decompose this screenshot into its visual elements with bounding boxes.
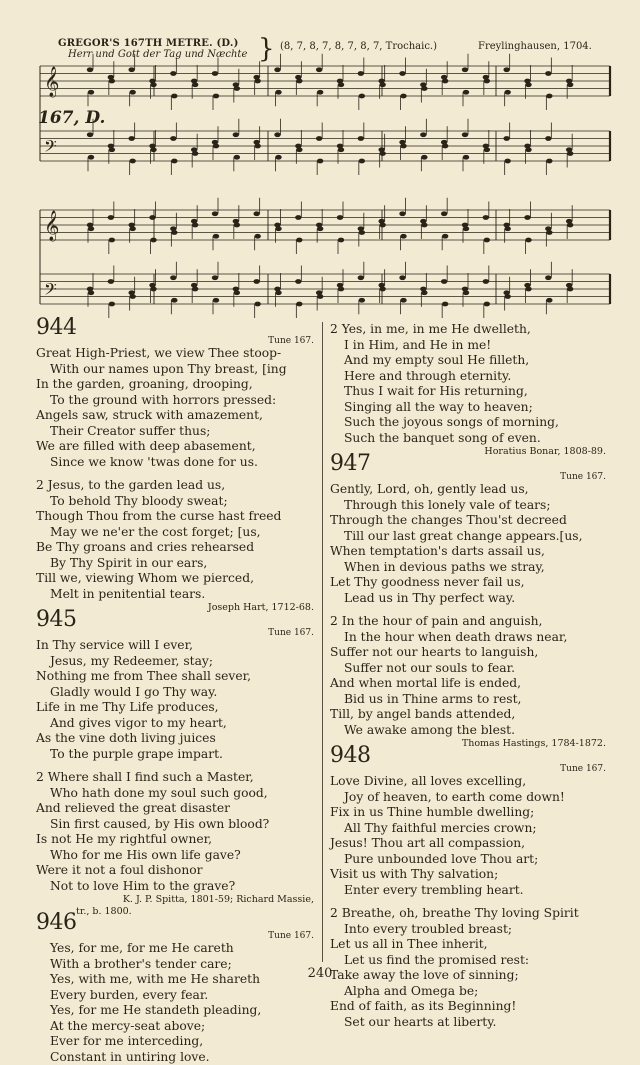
note-head — [399, 211, 405, 216]
hymn-line: Be Thy groans and cries rehearsed — [36, 540, 318, 556]
hymn-line: Such the banquet song of even. — [330, 431, 610, 447]
hymn-line: 2 Jesus, to the garden lead us, — [36, 478, 318, 494]
note-head — [234, 290, 240, 295]
hymn-line: To behold Thy bloody sweat; — [36, 494, 318, 510]
note-head — [149, 215, 155, 220]
hymn-line: Through the changes Thou'st decreed — [330, 513, 610, 529]
hymn-line: At the mercy-seat above; — [36, 1019, 318, 1035]
note-head — [463, 90, 469, 95]
note-head — [171, 159, 177, 164]
hymn-line: By Thy Spirit in our ears, — [36, 556, 318, 572]
bass-clef-icon: 𝄢 — [44, 279, 57, 303]
note-head — [484, 302, 490, 307]
note-head — [504, 90, 510, 95]
note-head — [379, 151, 385, 156]
hymn-author: Thomas Hastings, 1784-1872. — [330, 738, 610, 750]
note-head — [504, 294, 510, 299]
note-head — [567, 287, 573, 292]
hymn-line: And my empty soul He filleth, — [330, 353, 610, 369]
hymn-line: When temptation's darts assail us, — [330, 544, 610, 560]
bass-clef-icon: 𝄢 — [44, 136, 57, 160]
note-head — [275, 226, 281, 231]
note-head — [525, 238, 531, 243]
note-head — [525, 82, 531, 87]
note-head — [525, 147, 531, 152]
note-head — [399, 275, 405, 280]
page-number: 240 — [0, 966, 640, 981]
note-head — [88, 90, 94, 95]
hymn-number: 946 — [36, 915, 77, 931]
hymn-lines — [330, 322, 610, 446]
note-head — [359, 230, 365, 235]
hymn-line: To the purple grape impart. — [36, 747, 318, 763]
hymn-column-right — [330, 322, 610, 1030]
note-head — [295, 279, 301, 284]
hymn-line: Melt in penitential tears. — [36, 587, 318, 603]
note-head — [234, 86, 240, 91]
note-head — [87, 132, 93, 137]
note-head — [150, 147, 156, 152]
hymn-line: As the vine doth living juices — [36, 731, 318, 747]
hymn-line: And gives vigor to my heart, — [36, 716, 318, 732]
tune-meter: (8, 7, 8, 7, 8, 7, 8, 7, Trochaic.) — [280, 41, 437, 53]
note-head — [400, 234, 406, 239]
hymn-line: Joy of heaven, to earth come down! — [330, 790, 610, 806]
hymn-line: Let us find the promised rest: — [330, 953, 610, 969]
note-head — [296, 147, 302, 152]
note-head — [296, 302, 302, 307]
hymn-tune-ref: Tune 167. — [560, 470, 606, 486]
note-head — [254, 144, 260, 149]
note-head — [483, 279, 489, 284]
note-head — [129, 159, 135, 164]
note-head — [379, 223, 385, 228]
note-head — [421, 223, 427, 228]
hymn-tune-ref: Tune 167. — [560, 762, 606, 778]
note-head — [109, 302, 115, 307]
note-head — [108, 279, 114, 284]
hymn-author-cont: tr., b. 1800. — [36, 906, 318, 917]
note-head — [379, 82, 385, 87]
hymn-lines — [36, 346, 318, 602]
note-head — [274, 67, 280, 72]
hymn-line: Yes, with me, with me He shareth — [36, 972, 318, 988]
note-head — [317, 294, 323, 299]
hymn-lines — [36, 941, 318, 1065]
note-head — [545, 275, 551, 280]
note-head — [213, 298, 219, 303]
hymn-line: Who hath done my soul such good, — [36, 786, 318, 802]
note-head — [87, 67, 93, 72]
note-head — [484, 147, 490, 152]
hymn-line: Great High-Priest, we view Thee stoop- — [36, 346, 318, 362]
hymn-line: Is not He my rightful owner, — [36, 832, 318, 848]
note-head — [212, 275, 218, 280]
note-head — [128, 136, 134, 141]
note-head — [234, 223, 240, 228]
hymn-line: Bid us in Thine arms to rest, — [330, 692, 610, 708]
note-head — [567, 151, 573, 156]
note-head — [463, 226, 469, 231]
note-head — [400, 298, 406, 303]
hymn-line: Suffer not our hearts to languish, — [330, 645, 610, 661]
hymn-line: May we ne'er the cost forget; [us, — [36, 525, 318, 541]
hymn-line: We awake among the blest. — [330, 723, 610, 739]
hymn-tune-ref: Tune 167. — [268, 626, 314, 642]
note-head — [170, 275, 176, 280]
hymn-lines — [36, 638, 318, 894]
note-head — [253, 211, 259, 216]
note-head — [462, 132, 468, 137]
hymn-line: When in devious paths we stray, — [330, 560, 610, 576]
hymn-author: Joseph Hart, 1712-68. — [36, 602, 318, 614]
note-head — [463, 155, 469, 160]
hymn-line: In Thy service will I ever, — [36, 638, 318, 654]
hymn-line: Jesus, my Redeemer, stay; — [36, 654, 318, 670]
note-head — [109, 238, 115, 243]
hymn-line: Constant in untiring love. — [36, 1050, 318, 1065]
hymn-line: Lead us in Thy perfect way. — [330, 591, 610, 607]
hymn-author: K. J. P. Spitta, 1801-59; Richard Massie, — [36, 894, 318, 906]
note-head — [484, 238, 490, 243]
note-head — [421, 155, 427, 160]
hymn-line: Singing all the way to heaven; — [330, 400, 610, 416]
note-head — [129, 294, 135, 299]
hymn-number: 947 — [330, 456, 371, 472]
note-head — [254, 79, 260, 84]
tune-title: GREGOR'S 167TH METRE. (D.) — [58, 38, 239, 50]
note-head — [128, 67, 134, 72]
tune-german-title: Herr und Gott der Tag und Næchte — [68, 49, 247, 61]
note-head — [463, 290, 469, 295]
note-head — [545, 136, 551, 141]
hymn-line: Till, by angel bands attended, — [330, 707, 610, 723]
note-head — [358, 136, 364, 141]
note-head — [254, 234, 260, 239]
note-head — [567, 223, 573, 228]
note-head — [316, 136, 322, 141]
hymn-line: In the garden, groaning, drooping, — [36, 377, 318, 393]
note-head — [546, 230, 552, 235]
note-head — [379, 287, 385, 292]
note-head — [88, 226, 94, 231]
hymn-lines — [330, 774, 610, 1030]
note-head — [546, 159, 552, 164]
hymn-line: We are filled with deep abasement, — [36, 439, 318, 455]
hymn-line: And relieved the great disaster — [36, 801, 318, 817]
note-head — [192, 151, 198, 156]
note-head — [484, 79, 490, 84]
note-head — [338, 147, 344, 152]
hymn-line: Thus I wait for His returning, — [330, 384, 610, 400]
hymn-number: 944 — [36, 320, 77, 336]
hymn-lines — [330, 482, 610, 738]
hymn-line: 2 In the hour of pain and anguish, — [330, 614, 610, 630]
hymn-line: Alpha and Omega be; — [330, 984, 610, 1000]
hymn-line: Gently, Lord, oh, gently lead us, — [330, 482, 610, 498]
note-head — [254, 302, 260, 307]
hymn-line: Here and through eternity. — [330, 369, 610, 385]
note-head — [462, 67, 468, 72]
hymn-line: Were it not a foul dishonor — [36, 863, 318, 879]
stanza-gap — [330, 898, 610, 906]
note-head — [503, 136, 509, 141]
note-head — [213, 234, 219, 239]
hymn-line: Pure unbounded love Thou art; — [330, 852, 610, 868]
note-head — [296, 238, 302, 243]
note-head — [275, 155, 281, 160]
hymn-line: Let Thy goodness never fail us, — [330, 575, 610, 591]
note-head — [109, 79, 115, 84]
note-head — [359, 298, 365, 303]
note-head — [108, 215, 114, 220]
hymn-line: To the ground with horrors pressed: — [36, 393, 318, 409]
note-head — [233, 132, 239, 137]
hymn-945 — [36, 616, 318, 917]
hymn-line: With our names upon Thy breast, [ing — [36, 362, 318, 378]
hymn-line: Who for me His own life gave? — [36, 848, 318, 864]
note-head — [441, 279, 447, 284]
music-score — [0, 0, 640, 320]
note-head — [358, 71, 364, 76]
hymn-line: Their Creator suffer thus; — [36, 424, 318, 440]
note-head — [399, 71, 405, 76]
note-head — [275, 290, 281, 295]
note-head — [171, 94, 177, 99]
note-head — [400, 144, 406, 149]
note-head — [109, 147, 115, 152]
hymn-line: Till we, viewing Whom we pierced, — [36, 571, 318, 587]
note-head — [359, 159, 365, 164]
note-head — [253, 279, 259, 284]
hymn-947 — [330, 460, 610, 750]
note-head — [546, 298, 552, 303]
hymn-line: Since we know 'twas done for us. — [36, 455, 318, 471]
hymn-line: Yes, for me, for me He careth — [36, 941, 318, 957]
hymn-line: With a brother's tender care; — [36, 957, 318, 973]
hymn-number: 948 — [330, 748, 371, 764]
note-head — [213, 144, 219, 149]
hymn-tune-ref: Tune 167. — [268, 929, 314, 945]
hymn-number: 945 — [36, 612, 77, 628]
note-head — [150, 238, 156, 243]
hymn-line: Nothing me from Thee shall sever, — [36, 669, 318, 685]
note-head — [317, 90, 323, 95]
note-head — [421, 86, 427, 91]
hymn-line: Set our hearts at liberty. — [330, 1015, 610, 1031]
hymn-line: Ever for me interceding, — [36, 1034, 318, 1050]
hymn-line: Gladly would I go Thy way. — [36, 685, 318, 701]
note-head — [274, 132, 280, 137]
column-divider — [322, 322, 323, 962]
note-head — [88, 155, 94, 160]
hymn-line: Not to love Him to the grave? — [36, 879, 318, 895]
note-head — [400, 94, 406, 99]
note-head — [442, 79, 448, 84]
hymn-line: In the hour when death draws near, — [330, 630, 610, 646]
header-brace: } — [258, 36, 275, 62]
note-head — [503, 67, 509, 72]
note-head — [296, 79, 302, 84]
note-head — [442, 234, 448, 239]
hymn-line: Suffer not our souls to fear. — [330, 661, 610, 677]
hymn-line: Every burden, every fear. — [36, 988, 318, 1004]
note-head — [317, 226, 323, 231]
hymn-line: Into every troubled breast; — [330, 922, 610, 938]
hymn-line: Visit us with Thy salvation; — [330, 867, 610, 883]
tune-number-label: 167, D. — [38, 108, 105, 128]
hymn-line: And when mortal life is ended, — [330, 676, 610, 692]
note-head — [88, 290, 94, 295]
hymn-line: 2 Yes, in me, in me He dwelleth, — [330, 322, 610, 338]
note-head — [275, 90, 281, 95]
hymn-line: End of faith, as its Beginning! — [330, 999, 610, 1015]
note-head — [358, 275, 364, 280]
note-head — [338, 238, 344, 243]
hymn-line: Angels saw, struck with amazement, — [36, 408, 318, 424]
note-head — [442, 302, 448, 307]
hymn-line: Jesus! Thou art all compassion, — [330, 836, 610, 852]
note-head — [150, 82, 156, 87]
note-head — [524, 215, 530, 220]
note-head — [212, 211, 218, 216]
note-head — [316, 67, 322, 72]
treble-clef-icon: 𝄞 — [44, 210, 59, 242]
hymn-line: Though Thou from the curse hast freed — [36, 509, 318, 525]
note-head — [192, 82, 198, 87]
note-head — [546, 94, 552, 99]
note-head — [338, 82, 344, 87]
hymn-line: Till our last great change appears.[us, — [330, 529, 610, 545]
note-head — [504, 159, 510, 164]
hymn-line: Love Divine, all loves excelling, — [330, 774, 610, 790]
note-head — [129, 226, 135, 231]
note-head — [170, 71, 176, 76]
hymn-author: Horatius Bonar, 1808-89. — [330, 446, 610, 458]
stanza-gap — [36, 470, 318, 478]
hymn-line: Through this lonely vale of tears; — [330, 498, 610, 514]
hymn-line: Let us all in Thee inherit, — [330, 937, 610, 953]
note-head — [171, 298, 177, 303]
note-head — [171, 230, 177, 235]
hymn-line: Fix in us Thine humble dwelling; — [330, 805, 610, 821]
note-head — [192, 287, 198, 292]
hymn-line: 2 Where shall I find such a Master, — [36, 770, 318, 786]
note-head — [525, 287, 531, 292]
tune-composer: Freylinghausen, 1704. — [478, 41, 592, 53]
note-head — [421, 290, 427, 295]
hymn-line: Sin first caused, by His own blood? — [36, 817, 318, 833]
hymn-line: Yes, for me He standeth pleading, — [36, 1003, 318, 1019]
note-head — [129, 90, 135, 95]
hymn-946-cont — [330, 322, 610, 458]
note-head — [317, 159, 323, 164]
hymn-line: Enter every trembling heart. — [330, 883, 610, 899]
note-head — [295, 215, 301, 220]
stanza-gap — [36, 762, 318, 770]
hymn-line: All Thy faithful mercies crown; — [330, 821, 610, 837]
note-head — [441, 211, 447, 216]
stanza-gap — [330, 606, 610, 614]
hymn-line: Life in me Thy Life produces, — [36, 700, 318, 716]
note-head — [359, 94, 365, 99]
hymn-line: Such the joyous songs of morning, — [330, 415, 610, 431]
note-head — [213, 94, 219, 99]
note-head — [212, 71, 218, 76]
note-head — [337, 215, 343, 220]
note-head — [192, 223, 198, 228]
hymn-948 — [330, 752, 610, 1030]
hymn-946 — [36, 919, 318, 1065]
note-head — [150, 287, 156, 292]
treble-clef-icon: 𝄞 — [44, 66, 59, 98]
note-head — [567, 82, 573, 87]
note-head — [483, 215, 489, 220]
hymn-line: Take away the love of sinning; — [330, 968, 610, 984]
note-head — [504, 226, 510, 231]
note-head — [234, 155, 240, 160]
hymn-tune-ref: Tune 167. — [268, 334, 314, 350]
note-head — [420, 132, 426, 137]
note-head — [545, 71, 551, 76]
hymn-line: 2 Breathe, oh, breathe Thy loving Spirit — [330, 906, 610, 922]
note-head — [170, 136, 176, 141]
hymn-944 — [36, 324, 318, 614]
note-head — [442, 144, 448, 149]
hymn-column-left — [36, 322, 318, 1065]
note-head — [338, 287, 344, 292]
hymn-line: I in Him, and He in me! — [330, 338, 610, 354]
